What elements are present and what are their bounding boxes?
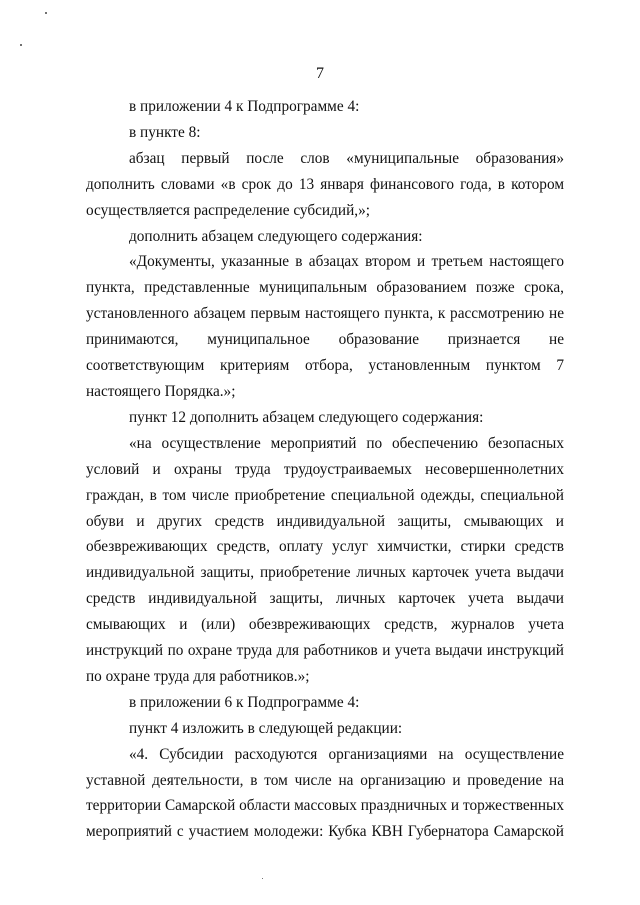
- paragraph-point-12: пункт 12 дополнить абзацем следующего содержания:: [129, 408, 484, 426]
- paragraph-labor-safety-quote: «на осуществление мероприятий по обеспечению безопасных условий и охраны труда трудоустраиваемых несовершеннолетних граждан, в том числе приобретение специальной одежды, специальной обуви и других средств индивидуальной защиты, смывающих и обезвреживающих средств, оплату услуг химчистки, стирки средств индивидуальной защиты, приобретение личных карточек учета выдачи средств индивидуальной защиты, личных карточек учета выдачи смывающих и (или) обезвреживающих средств, журналов учета инструкций по охране труда для работников и учета выдачи инструкций по охране труда для работников.»;: [86, 434, 564, 685]
- paragraph-add-abzac: дополнить абзацем следующего содержания:: [129, 227, 423, 245]
- paragraph-subsidies-quote: «4. Субсидии расходуются организациями на осуществление уставной деятельности, в том числе на организацию и проведение на территории Самарской области массовых праздничных и торжественных мероприятий с участием молодежи: Кубка КВН Губернатора Самарской: [86, 745, 564, 841]
- scan-speck: [45, 12, 47, 14]
- paragraph-appendix-4: в приложении 4 к Подпрограмме 4:: [129, 98, 360, 115]
- scan-speck: [20, 44, 22, 46]
- paragraph-documents-quote: «Документы, указанные в абзацах втором и третьем настоящего пункта, представленные муниципальным образованием позже срока, установленного абзацем первым настоящего пункта, к рассмотрению не принимаются, муниципальное образование признается не соответствующим критериям отбора, установленным пунктом 7 настоящего Порядка.»;: [86, 253, 564, 400]
- paragraph-appendix-6: в приложении 6 к Подпрограмме 4:: [129, 693, 360, 711]
- paragraph-point-4: пункт 4 изложить в следующей редакции:: [129, 719, 403, 737]
- page-number: 7: [316, 65, 324, 82]
- paragraph-point-8: в пункте 8:: [129, 123, 201, 141]
- paragraph-first-abzac: абзац первый после слов «муниципальные образования» дополнить словами «в срок до 13 января финансового года, в котором осуществляется распределение субсидий,»;: [86, 149, 564, 219]
- document-body: [86, 94, 564, 845]
- scan-speck: [262, 878, 263, 879]
